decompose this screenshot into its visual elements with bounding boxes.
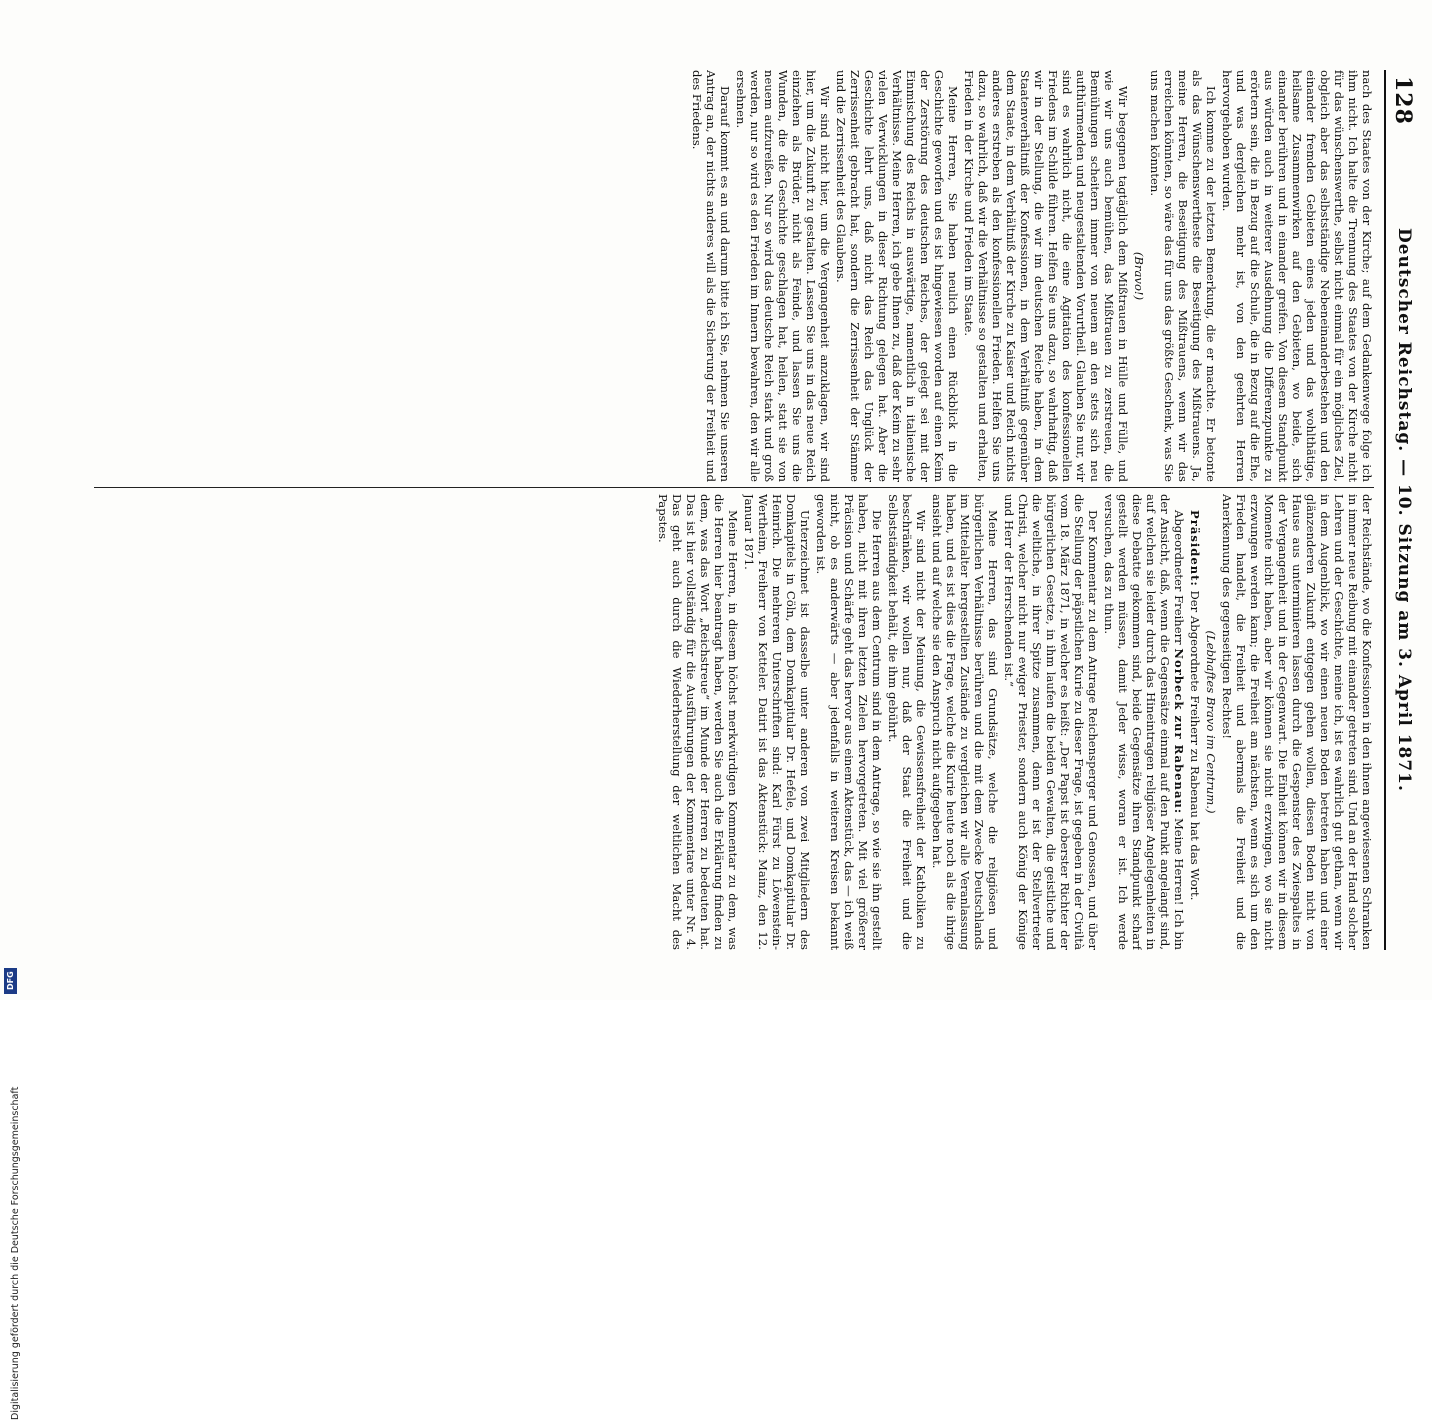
right-column [94, 494, 1374, 950]
paragraph: Wir sind nicht hier, um die Vergangenheit anzuklagen, wir sind hier, um die Zukunft zu gestalten. Lassen Sie uns in das neue Reich einziehen als Brüder, nicht als Feinde, und lassen Sie uns die Wunden, die die Geschichte geschlagen hat, heilen, statt sie von neuem aufzureißen. Nur so wird das deutsche Reich stark und groß werden, nur so wird es den Frieden im Innern bewahren, den wir alle ersehnen. [734, 70, 832, 482]
stage-direction: (Lebhaftes Bravo im Centrum.) [1204, 630, 1218, 814]
paragraph: Wir begegnen tagtäglich dem Mißtrauen in Hülle und Fülle, und wie wir uns auch bemühen, das Mißtrauen zu zerstreuen, die Bemühungen scheitern immer von neuem an den stets sich neu aufthürmenden und neugestaltenden Vorurtheil. Glauben Sie nur, wir sind es wahrlich nicht, die eine Agitation des konfessionellen Friedens im Schilde führen. Helfen Sie uns dazu, so wahrhaftig, daß wir in der Stellung, die wir im deutschen Reiche haben, in dem Staatenverhältniß der Konfessionen, in dem Verhältniß gegenüber dem Staate, in dem Verhältniß der Kirche zu Kaiser und Reich nichts anderes erstreben als den konfessionellen Frieden. Helfen Sie uns dazu, so wahrlich, daß wir die Verhältnisse so gestalten und erhalten, Frieden in der Kirche und Frieden im Staate. [962, 70, 1130, 482]
speaker-intro: Abgeordneter Freiherr [1172, 510, 1186, 645]
paragraph: Der Kommentar zu dem Antrage Reichensperger und Genossen, und über die Stellung der päpstlichen Kurie zu dieser Frage, ist gegeben in der Civiltà vom 18. März 1871, in welcher es heißt: „Der Papst ist oberster Richter der bürgerlichen Gesetze, in ihm laufen die beiden Gewalten, die geistliche und die weltliche, in ihrer Spitze zusammen, denn er ist der Stellvertreter Christi, welcher nicht nur ewiger Priester, sondern auch König der Könige und Herr der Herrschenden ist.“ [1002, 494, 1100, 950]
paragraph: Meine Herren, in diesem höchst merkwürdigen Kommentar zu dem, was die Herren hier beantragt haben, werden Sie auch die Erklärung finden zu dem, was das Wort „Reichstreue“ im Munde der Herren zu bedeuten hat. Das ist hier vollständig für die Ausführungen der Kommentare unter Nr. 4. Das geht auch durch die Wiederherstellung der weltlichen Macht des Papstes. [656, 494, 740, 950]
paragraph: Darauf kommt es an und darum bitte ich Sie, nehmen Sie unseren Antrag an, der nichts anderes will als die Sicherung der Freiheit und des Friedens. [690, 70, 732, 482]
speaker-paragraph [1102, 494, 1186, 950]
left-column [94, 70, 1374, 482]
speech-text: Meine Herren! Ich bin der Ansicht, daß, wenn die Gegensätze einmal auf den Punkt angelangt sind, auf welchen sie leider durch das Hineintragen religiöser Angelegenheiten in diese Debatte gekommen sind, beide Gegensätze ihren Standpunkt scharf gestellt werden müssen, damit Jeder wisse, woran er ist. Ich werde versuchen, das zu thun. [1102, 494, 1186, 950]
digitization-credit: Digitalisierung gefördert durch die Deutsche Forschungsgemeinschaft [10, 1086, 21, 1420]
paragraph: Unterzeichnet ist dasselbe unter anderen von zwei Mitgliedern des Domkapitels in Cöln, dem Domkapitular Dr. Hefele, und Domkapitular Dr. Heinrich. Die mehreren Unterschriften sind: Karl Fürst zu Löwenstein-Wertheim, Freiherr von Ketteler. Datirt ist das Aktenstück: Mainz, den 12. Januar 1871. [742, 494, 812, 950]
dfg-logo: DFG [4, 968, 17, 994]
speech-text: Der Abgeordnete Freiherr zu Rabenau hat das Wort. [1188, 590, 1202, 901]
president-paragraph [1188, 494, 1202, 950]
page-number: 128 [1390, 76, 1416, 125]
page-header [1384, 70, 1420, 950]
paragraph: Die Herren aus dem Centrum sind in dem Antrage, so wie sie ihn gestellt haben, nicht mit ihren letzten Zielen hervorgetreten. Mit viel größerer Präcision und Schärfe geht das hervor aus einem Aktenstück, das — ich weiß nicht, ob es anderwärts — aber jedenfalls in weiteren Kreisen bekannt geworden ist. [814, 494, 884, 950]
speaker-name: Norbeck zur Rabenau: [1172, 648, 1186, 815]
stage-direction: (Bravo!) [1132, 251, 1146, 301]
column-divider [94, 487, 1374, 488]
paragraph: Meine Herren, das sind Grundsätze, welche die religiösen und bürgerlichen Verhältnisse berühren und die mit dem Zwecke Deutschlands im Mittelalter hergestellten Zustände zu vergleichen wir alle Veranlassung haben, und es ist dies die Frage, welche die Kurie heute noch als die ihrige ansieht und auf welche sie den Anspruch nicht aufgegeben hat. [930, 494, 1000, 950]
running-head: Deutscher Reichstag. — 10. Sitzung am 3. April 1871. [1394, 228, 1414, 792]
paragraph: nach des Staates von der Kirche; auf dem Gedankenwege folge ich ihm nicht. Ich halte die Trennung des Staates von der Kirche nicht für das wünschenswerthe, selbst nicht einmal für ein mögliches Ziel, obgleich aber das selbstständige Nebeneinanderbestehen und den einander fremden Gebieten eines jeden und das wohlthätige, heilsame Zusammenwirken auf den Gebieten, wo beide, sich einander berühren und in einander greifen. Von diesem Standpunkt aus würden auch in weiterer Ausdehnung die Differenzpunkte zu erörtern sein, die in Bezug auf die Schule, die in Bezug auf die Ehe, und was dergleichen mehr ist, von den geehrten Herren hervorgehoben wurden. [1220, 70, 1374, 482]
speaker-label: Präsident: [1188, 510, 1202, 587]
paragraph: Wir sind nicht der Meinung, die Gewissensfreiheit der Katholiken zu beschränken, wir wollen nur, daß der Staat die Freiheit und die Selbstständigkeit behält, die ihm gebührt. [886, 494, 928, 950]
paragraph: Ich komme zu der letzten Bemerkung, die er machte. Er betonte als das Wünschenswertheste die Beseitigung des Mißtrauens. Ja, meine Herren, die Beseitigung des Mißtrauens, wenn wir das erreichen könnten, so wäre das für uns das größte Geschenk, was Sie uns machen könnten. [1148, 70, 1218, 482]
paragraph: Meine Herren, Sie haben neulich einen Rückblick in die Geschichte geworfen und es ist hingewiesen worden auf einen Keim der Zerstörung des deutschen Reiches, der gelegt sei mit der Einmischung des Reichs in auswärtige, namentlich in italienische Verhältnisse. Meine Herren, ich gebe Ihnen zu, daß der Keim zu sehr vielen Verwicklungen in dieser Richtung gelegen hat. Aber die Geschichte lehrt uns, daß nicht das Reich das Unglück der Zerrissenheit gebracht hat, sondern die Zerrissenheit der Stämme und die Zerrissenheit des Glaubens. [834, 70, 960, 482]
text-columns [94, 70, 1374, 950]
paragraph: der Reichstände, wo die Konfessionen in den ihnen angewiesenen Schranken in immer neue Reibung mit einander getreten sind. Und an der Hand solcher Lehren und der Geschichte, meine ich, ist es wahrlich gut gethan, wenn wir in dem Augenblick, wo wir einen neuen Boden betreten haben und einer glänzenderen Zukunft entgegen gehen wollen, diesen Boden nicht von Hause aus unterminieren lassen durch die Gespenster des Zwiespaltes in der Vergangenheit und in der Gegenwart. Die Einheit können wir in diesem Momente nicht haben, aber wir können sie nicht erzwingen, wo sie nicht erzwungen werden kann; die Freiheit am nächsten, wenn es sich um den Frieden handelt, die Freiheit und abermals die Freiheit und die Anerkennung des gegenseitigen Rechtes! [1220, 494, 1374, 950]
